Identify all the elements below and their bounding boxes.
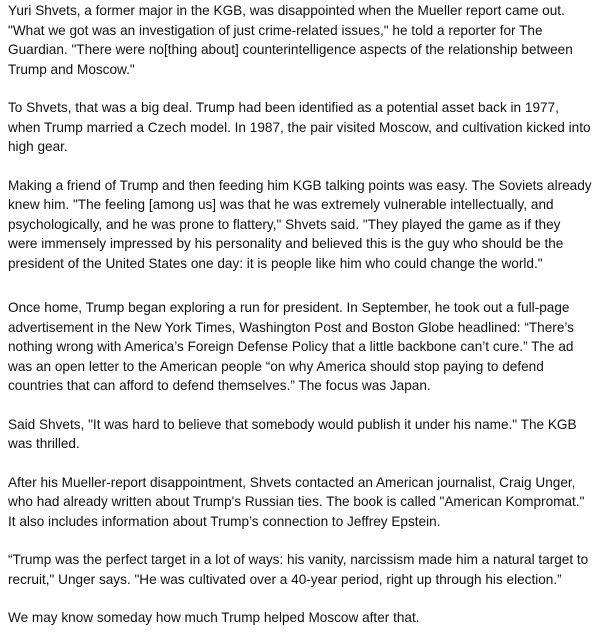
paragraph-craig-unger-book: After his Mueller-report disappointment, Shvets contacted an American journalist, Craig Unger, who had already written about Trump's Russian ties. The book is called "American Kompromat." It also includes information about Trump’s connection to Jeffrey Epstein. xyxy=(8,474,585,529)
paragraph-asset-1977: To Shvets, that was a big deal. Trump had been identified as a potential asset back in 1977, when Trump married a Czech model. In 1987, the pair visited Moscow, and cultivation kicked into high gear. xyxy=(8,100,591,154)
paragraph-unger-quote: “Trump was the perfect target in a lot of ways: his vanity, narcissism made him a natural target to recruit," Unger says. "He was cultivated over a 40-year period, right up through his election.” xyxy=(8,552,589,587)
paragraph-kgb-talking-points: Making a friend of Trump and then feeding him KGB talking points was easy. The Soviets already knew him. "The feeling [among us] was that he was extremely vulnerable intellectually, and psychologically, and he was prone to flattery," Shvets said. "They played the game as if they were immensely impressed by his personality and believed this is the guy who should be the president of the United States one day: it is people like him who could change the world." xyxy=(8,177,592,271)
paragraph-kgb-thrilled: Said Shvets, "It was hard to believe that somebody would publish it under his name." The KGB was thrilled. xyxy=(8,416,577,451)
paragraph-newspaper-ad: Once home, Trump began exploring a run for president. In September, he took out a full-page advertisement in the New York Times, Washington Post and Boston Globe headlined: “There’s nothing wrong with America’s Foreign Defense Policy that a little backbone can’t cure.” The ad was an open letter to the American people “on why America should stop paying to defend countries that can afford to defend themselves.” The focus was Japan. xyxy=(8,300,574,393)
paragraph-shvets-intro: Yuri Shvets, a former major in the KGB, was disappointed when the Mueller report came out. "What we got was an investigation of just crime-related issues," he told a reporter for The Guardian. "There were no[thing about] counterintelligence aspects of the relationship between Trump and Moscow." xyxy=(8,3,573,77)
paragraph-closing: We may know someday how much Trump helped Moscow after that. xyxy=(8,610,420,625)
